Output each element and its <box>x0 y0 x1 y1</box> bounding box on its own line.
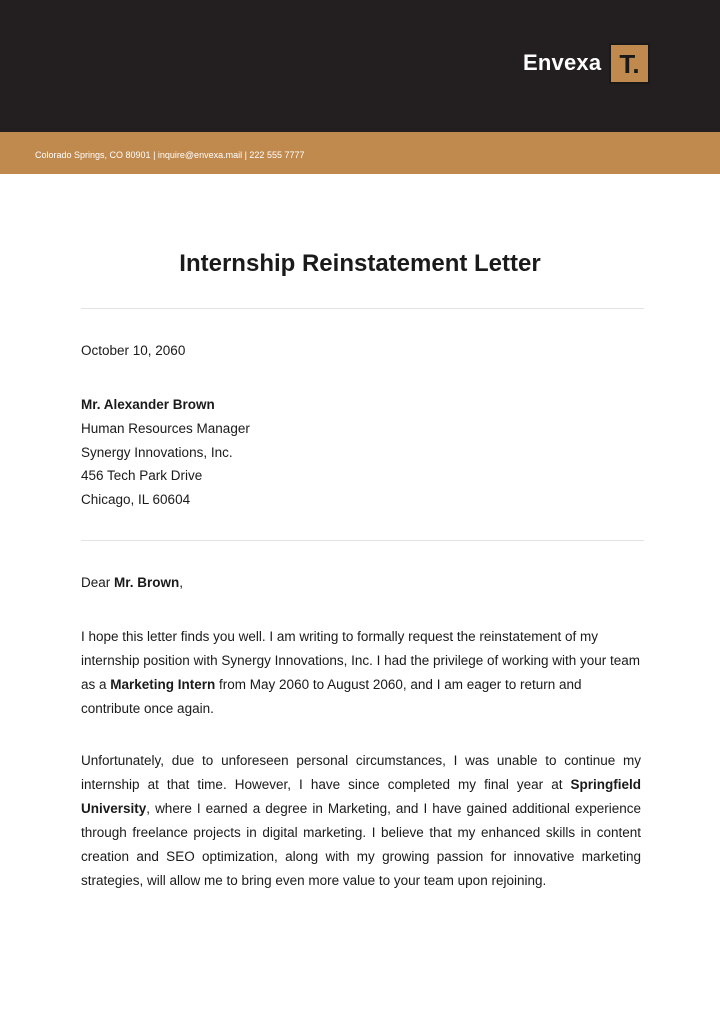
salutation-suffix: , <box>179 575 184 590</box>
paragraph-1-text-end: from May 2060 to August 2060, and I am eager to return and contribute once again. <box>81 677 582 716</box>
body-paragraph-2 <box>81 749 641 893</box>
brand-name: Envexa <box>523 50 602 75</box>
paragraph-2-text-start: Unfortunately, due to unforeseen personal circumstances, I was unable to continue my internship at that time. However, I have since completed my final year at <box>81 753 641 792</box>
brand-logo-letter: T. <box>613 47 646 80</box>
contact-info: Colorado Springs, CO 80901 | inquire@envexa.mail | 222 555 7777 <box>35 150 305 160</box>
divider-middle <box>81 540 644 541</box>
divider-top <box>81 308 644 309</box>
paragraph-1-text-start: I hope this letter finds you well. I am writing to formally request the reinstatement of my internship position with Synergy Innovations, Inc. I had the privilege of working with your team as a <box>81 629 641 692</box>
paragraph-2-text-end: , where I earned a degree in Marketing, and I have gained additional experience through freelance projects in digital marketing. I believe that my enhanced skills in content creation and SEO optimization, along with my growing passion for innovative marketing strategies, will allow me to bring even more value to your team upon rejoining. <box>81 801 641 888</box>
recipient-position: Human Resources Manager <box>81 421 250 436</box>
recipient-street: 456 Tech Park Drive <box>81 468 203 483</box>
letter-date: October 10, 2060 <box>81 343 186 358</box>
letter-title: Internship Reinstatement Letter <box>179 250 541 277</box>
paragraph-2-university: Springfield University <box>81 777 641 816</box>
recipient-name: Mr. Alexander Brown <box>81 397 215 412</box>
salutation-prefix: Dear <box>81 575 115 590</box>
recipient-company: Synergy Innovations, Inc. <box>81 445 233 460</box>
recipient-city: Chicago, IL 60604 <box>81 492 191 507</box>
brand-logo-icon <box>609 43 650 84</box>
paragraph-1-role: Marketing Intern <box>110 677 216 692</box>
salutation-name: Mr. Brown <box>114 575 180 590</box>
salutation <box>81 575 183 590</box>
body-paragraph-1 <box>81 625 641 721</box>
